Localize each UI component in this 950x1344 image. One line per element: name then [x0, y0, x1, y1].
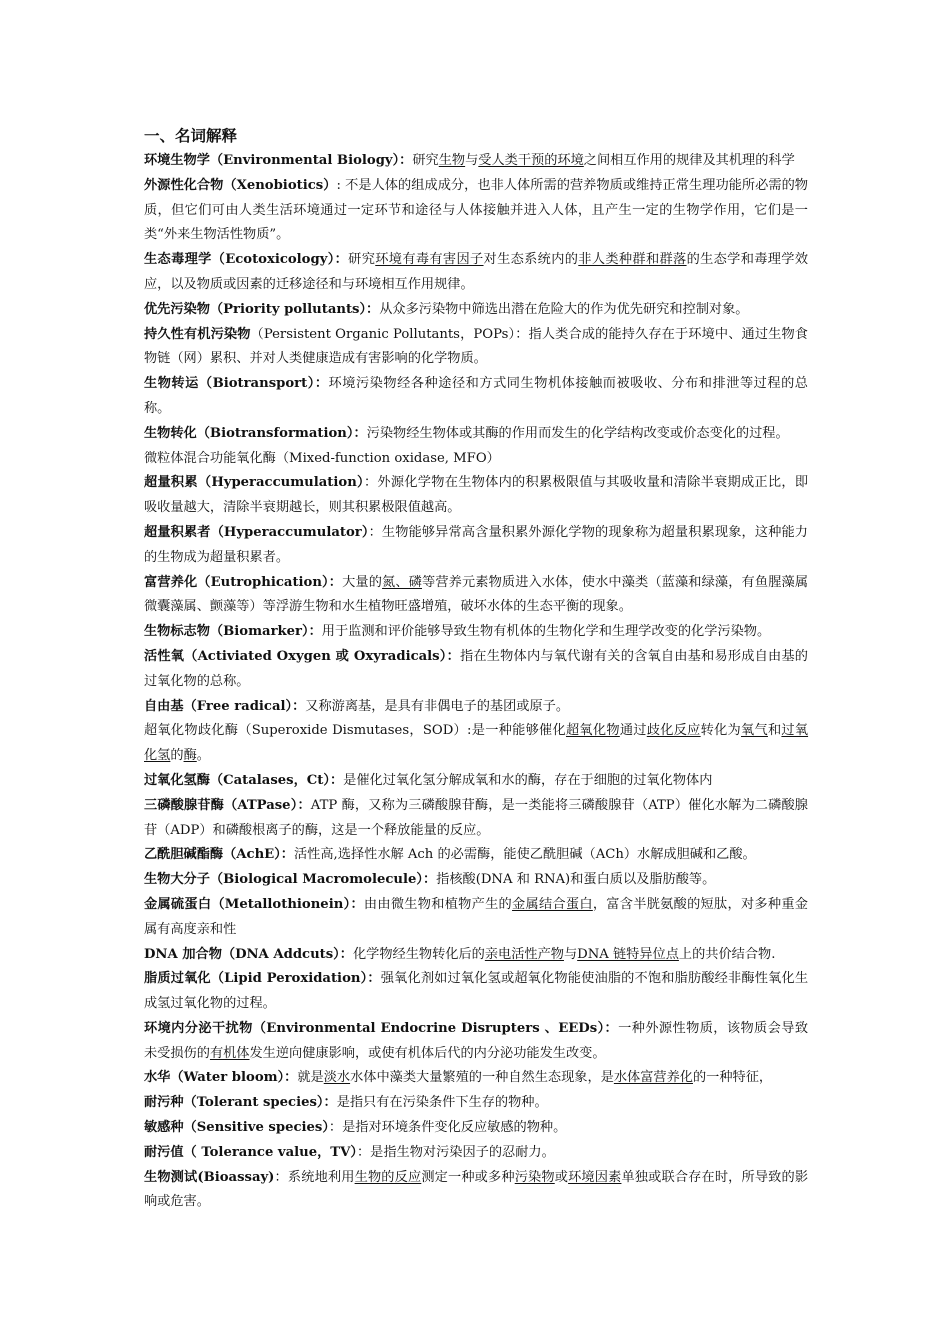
document-page — [144, 124, 808, 1215]
glossary-list — [144, 149, 808, 1215]
definition-text: 强氧化剂如过氧化氢或超氧化物能使油脂的不饱和脂肪酸经非酶性氧化生成氢过氧化物的过程。 — [144, 971, 809, 1012]
definition-text: 通过 — [619, 723, 647, 739]
underlined-text: 污染物 — [514, 1169, 555, 1185]
definition-text: 一种外源性物质，该物质会导致未受损伤的 — [144, 1020, 809, 1061]
definition-text: 研究 — [412, 153, 439, 168]
glossary-entry — [144, 769, 808, 794]
definition-text: 与 — [563, 946, 578, 962]
term-label: 耐污种（Tolerant species）： — [144, 1095, 337, 1111]
definition-text: 微粒体混合功能氧化酶（Mixed-function oxidase, MFO） — [144, 450, 500, 466]
underlined-text: 环境因素 — [568, 1169, 622, 1185]
definition-text: 水体中藻类大量繁殖的一种自然生态现象，是 — [350, 1070, 614, 1086]
underlined-text: DNA 链特异位点 — [577, 946, 679, 962]
glossary-entry — [144, 372, 808, 422]
underlined-text: 非人类种群和群落 — [578, 252, 687, 268]
definition-text: 转化为 — [700, 723, 742, 739]
term-label: 超量积累者（Hyperaccumulator） — [144, 524, 369, 540]
underlined-text: 受人类干预的环境 — [478, 153, 584, 168]
term-label: 生物转运（Biotransport）： — [144, 376, 329, 392]
underlined-text: 亲电活性产物 — [484, 946, 564, 962]
term-label: 环境生物学（Environmental Biology）： — [144, 153, 413, 168]
definition-text: 从众多污染物中筛选出潜在危险大的作为优先研究和控制对象。 — [379, 301, 749, 317]
definition-text: 用于监测和评价能够导致生物有机体的生物化学和生理学改变的化学污染物。 — [321, 624, 771, 640]
definition-text: : 不是人体的组成成分，也非人体所需的营养物质或维持正常生理功能所必需的物质，但它们可由人类生活环境通过一定环节和途径与人体接触并进入人体，且产生一定的生物学作用，它们是一类“外来生物活性物质”。 — [144, 177, 808, 243]
term-label: 脂质过氧化（Lipid Peroxidation）： — [144, 971, 381, 987]
definition-text: 的 — [170, 748, 184, 764]
definition-text: 的生态学和毒理学效应，以及物质或因素的迁移途径和与环境相互作用规律。 — [144, 252, 809, 292]
term-label: 环境内分泌干扰物（Environmental Endocrine Disrupters 、EEDs）： — [144, 1020, 619, 1036]
glossary-entry — [144, 1017, 808, 1067]
definition-text: 发生逆向健康影响，或使有机体后代的内分泌功能发生改变。 — [249, 1045, 606, 1061]
term-label: 过氧化氢酶（Catalases，Ct）： — [144, 772, 344, 788]
term-label: 富营养化（Eutrophication）： — [144, 574, 343, 590]
glossary-entry — [144, 571, 808, 621]
underlined-text: 环境有毒有害因子 — [375, 252, 484, 268]
underlined-text: 氧气 — [741, 723, 768, 739]
definition-text: 活性高,选择性水解 Ach 的必需酶，能使乙酰胆碱（ACh）水解成胆碱和乙酸。 — [294, 847, 756, 863]
term-label: DNA 加合物（DNA Addcuts）： — [144, 946, 353, 962]
term-label: 耐污值（ Tolerance value，TV） — [144, 1144, 357, 1160]
definition-text: 又称游离基，是具有非偶电子的基团或原子。 — [305, 698, 570, 714]
glossary-entry — [144, 868, 808, 893]
underlined-text: 生物的反应 — [354, 1169, 422, 1185]
term-label: 水华（Water bloom）： — [144, 1070, 298, 1086]
definition-text: 是指只有在污染条件下生存的物种。 — [336, 1095, 548, 1111]
term-label: 生物转化（Biotransformation）： — [144, 425, 367, 441]
definition-text: 和 — [767, 723, 782, 739]
term-label: 超量积累（Hyperaccumulation） — [144, 475, 364, 491]
definition-text: ：外源化学物在生物体内的积累极限值与其吸收量和清除半衰期成正比，即吸收量越大，清除半衰期越长，则其积累极限值越高。 — [144, 475, 809, 516]
term-label: 外源性化合物（Xenobiotics） — [144, 177, 337, 193]
term-label: 生物测试(Bioassay) — [144, 1169, 275, 1185]
glossary-entry — [144, 719, 808, 769]
glossary-entry — [144, 1091, 808, 1116]
glossary-entry — [144, 149, 808, 174]
glossary-entry — [144, 794, 808, 844]
definition-text: 测定一种或多种 — [421, 1169, 515, 1185]
definition-text: 是催化过氧化氢分解成氧和水的酶，存在于细胞的过氧化物体内 — [343, 772, 713, 788]
glossary-entry — [144, 967, 808, 1017]
section-heading: 一、名词解释 — [144, 126, 238, 145]
glossary-entry — [144, 1141, 808, 1166]
glossary-entry — [144, 422, 808, 447]
definition-text: 上的共价结合物. — [678, 946, 776, 962]
definition-text: 与 — [465, 153, 479, 168]
term-label: 敏感种（Sensitive species） — [144, 1120, 329, 1136]
definition-text: 的一种特征， — [692, 1070, 773, 1086]
underlined-text: 超氧化物 — [565, 723, 620, 739]
glossary-entry — [144, 1166, 808, 1216]
underlined-text: 氮、磷 — [382, 574, 422, 590]
glossary-entry — [144, 645, 808, 695]
definition-text: 单独或联合存在时，所导致的影响或危害。 — [144, 1169, 809, 1210]
definition-text: 化学物经生物转化后的 — [352, 946, 485, 962]
definition-text: 。 — [196, 748, 210, 764]
term-label: 三磷酸腺苷酶（ATPase）： — [144, 797, 311, 813]
definition-text: ：是指生物对污染因子的忍耐力。 — [356, 1144, 555, 1160]
glossary-entry — [144, 248, 808, 298]
definition-text: 或 — [554, 1169, 569, 1185]
glossary-entry — [144, 174, 808, 248]
glossary-entry — [144, 298, 808, 323]
glossary-entry — [144, 447, 808, 472]
definition-text: 超氧化物歧化酶（Superoxide Dismutases，SOD）:是一种能够催化 — [144, 723, 566, 739]
term-label: 生物标志物（Biomarker）： — [144, 624, 322, 640]
definition-text: 对生态系统内的 — [483, 252, 579, 268]
definition-text: 就是 — [297, 1070, 324, 1086]
glossary-entry — [144, 893, 808, 943]
definition-text: 污染物经生物体或其酶的作用而发生的化学结构改变或价态变化的过程。 — [366, 425, 789, 441]
glossary-entry — [144, 1116, 808, 1141]
underlined-text: 过氧化氢 — [144, 723, 809, 764]
glossary-entry — [144, 695, 808, 720]
definition-text: 等营养元素物质进入水体，使水中藻类（蓝藻和绿藻，有鱼腥藻属微囊藻属、颤藻等）等浮游生物和水生植物旺盛增殖，破坏水体的生态平衡的现象。 — [144, 574, 809, 615]
glossary-entry — [144, 1066, 808, 1091]
glossary-entry — [144, 620, 808, 645]
term-label: 金属硫蛋白（Metallothionein）： — [144, 896, 364, 912]
definition-text: 指核酸(DNA 和 RNA)和蛋白质以及脂肪酸等。 — [436, 872, 716, 888]
definition-text: （Persistent Organic Pollutants，POPs）：指人类合成的能持久存在于环境中、通过生物食物链（网）累积、并对人类健康造成有害影响的化学物质。 — [144, 326, 808, 367]
term-label: 乙酰胆碱酯酶（AchE）： — [144, 847, 294, 863]
definition-text: 大量的 — [342, 574, 383, 590]
glossary-entry — [144, 943, 808, 968]
definition-text: ：生物能够异常高含量积累外源化学物的现象称为超量积累现象，这种能力的生物成为超量积累者。 — [144, 524, 808, 565]
term-label: 自由基（Free radical）： — [144, 698, 306, 714]
glossary-entry — [144, 843, 808, 868]
glossary-entry — [144, 471, 808, 521]
term-label: 持久性有机污染物 — [144, 326, 251, 342]
definition-text: ：是指对环境条件变化反应敏感的物种。 — [328, 1120, 567, 1136]
definition-text: 环境污染物经各种途径和方式同生物机体接触而被吸收、分布和排泄等过程的总称。 — [144, 376, 808, 416]
definition-text: 之间相互作用的规律及其机理的科学 — [583, 153, 795, 168]
glossary-entry — [144, 323, 808, 373]
underlined-text: 淡水 — [323, 1070, 351, 1086]
definition-text: 研究 — [348, 252, 376, 268]
definition-text: 指在生物体内与氧代谢有关的含氧自由基和易形成自由基的过氧化物的总称。 — [144, 648, 808, 689]
underlined-text: 歧化反应 — [646, 723, 701, 739]
definition-text: ATP 酶，又称为三磷酸腺苷酶，是一类能将三磷酸腺苷（ATP）催化水解为二磷酸腺苷（ADP）和磷酸根离子的酶，这是一个释放能量的反应。 — [144, 797, 808, 838]
underlined-text: 金属结合蛋白 — [512, 896, 593, 912]
definition-text: ，富含半胱氨酸的短肽，对多种重金属有高度亲和性 — [144, 896, 808, 937]
definition-text: 由由微生物和植物产生的 — [363, 896, 513, 912]
term-label: 活性氧（Activiated Oxygen 或 Oxyradicals）： — [144, 648, 460, 664]
underlined-text: 水体富营养化 — [613, 1070, 693, 1086]
definition-text: ：系统地利用 — [274, 1169, 355, 1185]
term-label: 生物大分子（Biological Macromolecule）： — [144, 872, 437, 888]
term-label: 优先污染物（Priority pollutants）： — [144, 301, 380, 317]
glossary-entry — [144, 521, 808, 571]
underlined-text: 酶 — [183, 748, 197, 764]
underlined-text: 生物 — [438, 153, 466, 168]
underlined-text: 有机体 — [209, 1045, 250, 1061]
term-label: 生态毒理学（Ecotoxicology）： — [144, 252, 349, 268]
